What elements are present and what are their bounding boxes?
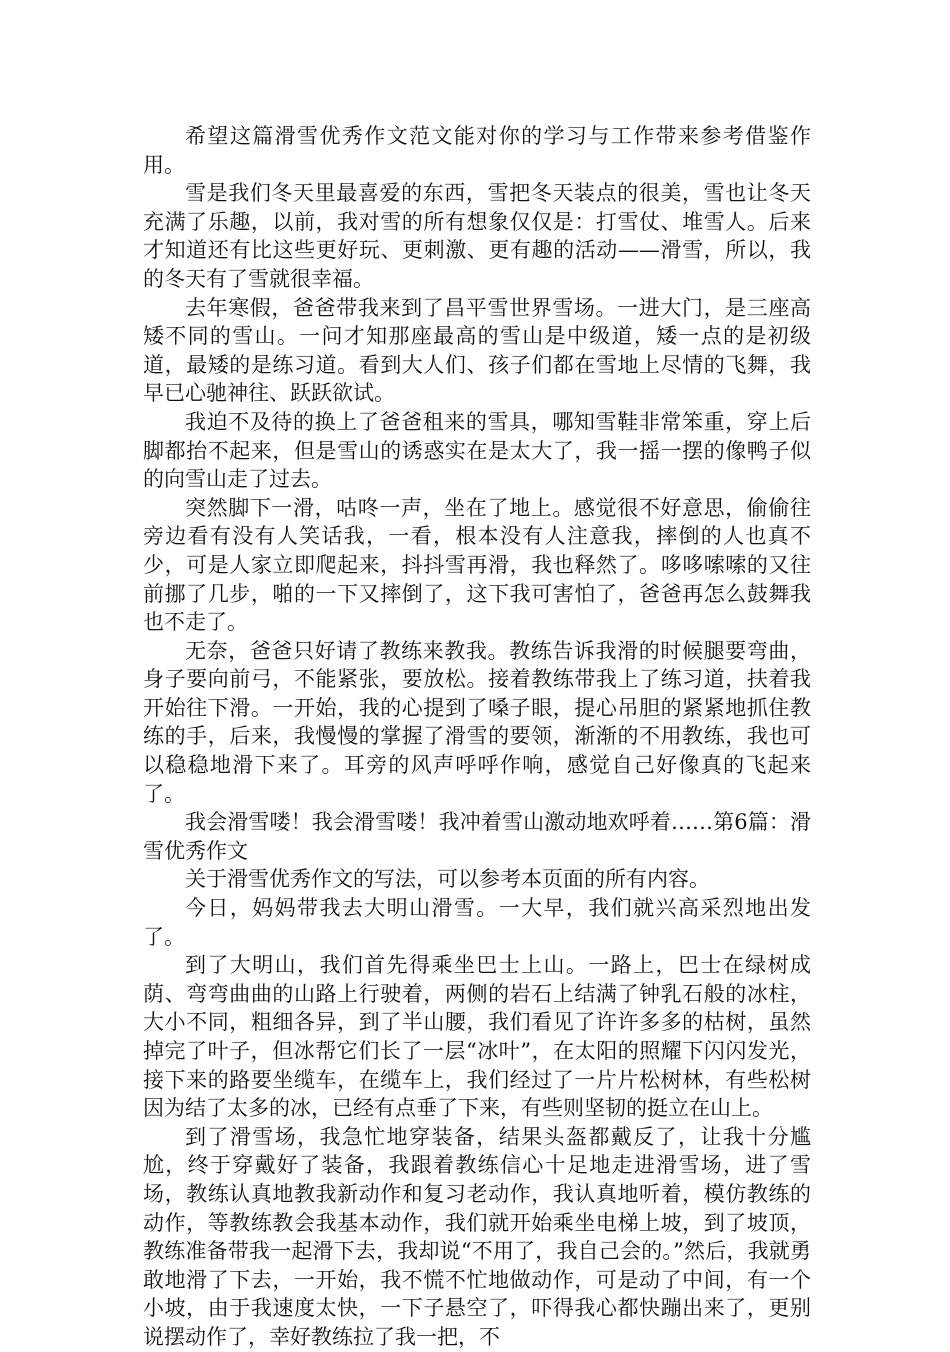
paragraph-ski-field: 到了滑雪场，我急忙地穿装备，结果头盔都戴反了，让我十分尴尬，终于穿戴好了装备，我跟着教练信心十足地走进滑雪场，进了雪场，教练认真地教我新动作和复习老动作，我认真地听着，模仿教练的动作，等教练教会我基本动作，我们就开始乘坐电梯上坡，到了坡顶，教练准备带我一起滑下去，我却说“不用了，我自己会的。”然后，我就勇敢地滑了下去，一开始，我不慌不忙地做动作，可是动了中间，有一个小坡，由于我速度太快，一下子悬空了，吓得我心都快蹦出来了，更别说摆动作了，幸好教练拉了我一把，不 <box>143 1124 811 1349</box>
paragraph-today: 今日，妈妈带我去大明山滑雪。一大早，我们就兴高采烈地出发了。 <box>143 896 811 949</box>
paragraph-coach: 无奈，爸爸只好请了教练来教我。教练告诉我滑的时候腿要弯曲，身子要向前弓，不能紧张，要放松。接着教练带我上了练习道，扶着我开始往下滑。一开始，我的心提到了嗓子眼，提心吊胆的紧紧地抓住教练的手，后来，我慢慢的掌握了滑雪的要领，渐渐的不用教练，我也可以稳稳地滑下来了。耳旁的风声呼呼作响，感觉自己好像真的飞起来了。 <box>143 638 811 806</box>
paragraph-snow-love: 雪是我们冬天里最喜爱的东西，雪把冬天装点的很美，雪也让冬天充满了乐趣，以前，我对雪的所有想象仅仅是：打雪仗、堆雪人。后来才知道还有比这些更好玩、更刺激、更有趣的活动——滑雪，所以，我的冬天有了雪就很幸福。 <box>143 181 811 291</box>
paragraph-daming-mountain: 到了大明山，我们首先得乘坐巴士上山。一路上，巴士在绿树成荫、弯弯曲曲的山路上行驶着，两侧的岩石上结满了钟乳石般的冰柱，大小不同，粗细各异，到了半山腰，我们看见了许许多多的枯树，虽然掉完了叶子，但冰帮它们长了一层“冰叶”，在太阳的照耀下闪闪发光，接下来的路要坐缆车，在缆车上，我们经过了一片片松树林，有些松树因为结了太多的冰，已经有点垂了下来，有些则坚韧的挺立在山上。 <box>143 953 811 1121</box>
document-body <box>143 122 811 1352</box>
paragraph-fall: 突然脚下一滑，咕咚一声，坐在了地上。感觉很不好意思，偷偷往旁边看有没有人笑话我，一看，根本没有人注意我，摔倒的人也真不少，可是人家立即爬起来，抖抖雪再滑，我也释然了。哆哆嗦嗦的又往前挪了几步，啪的一下又摔倒了，这下我可害怕了，爸爸再怎么鼓舞我也不走了。 <box>143 495 811 635</box>
paragraph-intro: 希望这篇滑雪优秀作文范文能对你的学习与工作带来参考借鉴作用。 <box>143 124 811 177</box>
paragraph-about: 关于滑雪优秀作文的写法，可以参考本页面的所有内容。 <box>185 867 710 892</box>
paragraph-cheer: 我会滑雪喽！我会滑雪喽！我冲着雪山激动地欢呼着……第6篇：滑雪优秀作文 <box>143 810 811 863</box>
paragraph-gear: 我迫不及待的换上了爸爸租来的雪具，哪知雪鞋非常笨重，穿上后脚都抬不起来，但是雪山的诱惑实在是太大了，我一摇一摆的像鸭子似的向雪山走了过去。 <box>143 409 811 492</box>
paragraph-winter-break: 去年寒假，爸爸带我来到了昌平雪世界雪场。一进大门，是三座高矮不同的雪山。一问才知那座最高的雪山是中级道，矮一点的是初级道，最矮的是练习道。看到大人们、孩子们都在雪地上尽情的飞舞，我早已心驰神往、跃跃欲试。 <box>143 295 811 406</box>
